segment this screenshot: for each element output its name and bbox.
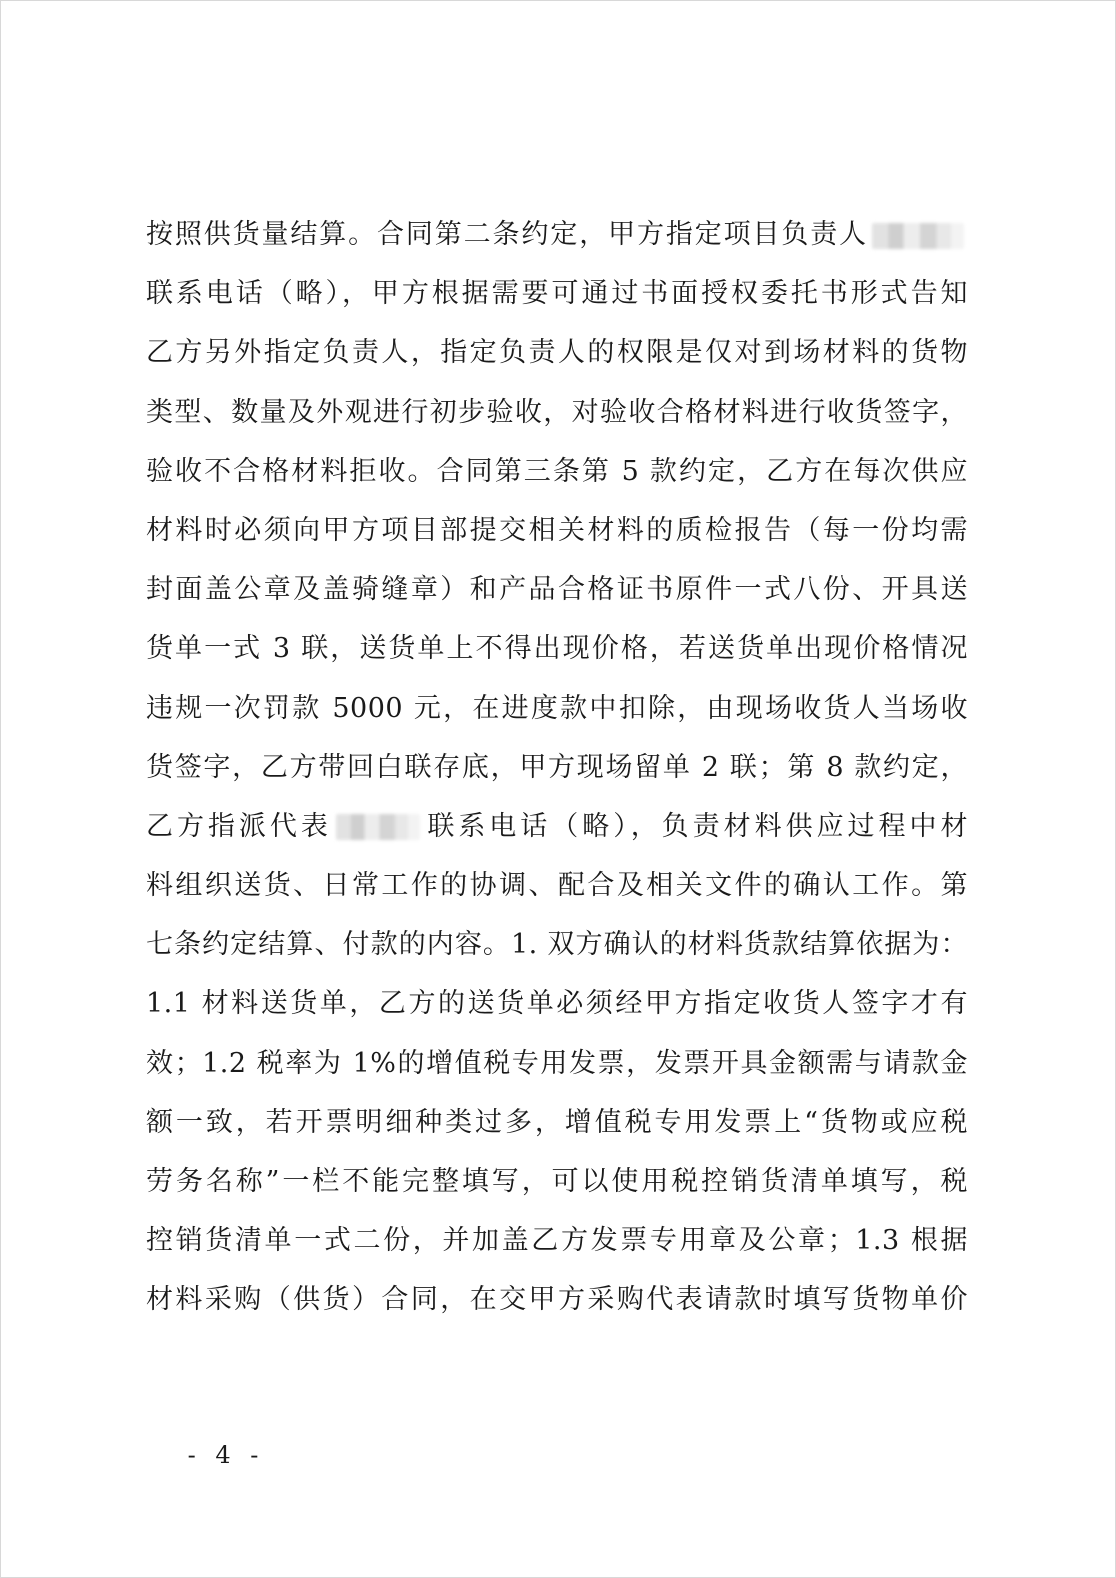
text-segment: 按照供货量结算。合同第二条约定，甲方指定项目负责人	[146, 219, 868, 250]
text-line: 验收不合格材料拒收。合同第三条第 5 款约定，乙方在每次供应	[146, 455, 968, 487]
body-text	[146, 205, 968, 1330]
text-line: 违规一次罚款 5000 元，在进度款中扣除，由现场收货人当场收	[146, 692, 968, 724]
text-line: 联系电话（略），甲方根据需要可通过书面授权委托书形式告知	[146, 278, 968, 310]
page-number: - 4 -	[187, 1441, 265, 1469]
text-line: 控销货清单一式二份，并加盖乙方发票专用章及公章；1.3 根据	[146, 1225, 968, 1257]
text-line: 1.1 材料送货单，乙方的送货单必须经甲方指定收货人签字才有	[146, 988, 968, 1020]
text-line: 材料采购（供货）合同，在交甲方采购代表请款时填写货物单价	[146, 1284, 968, 1316]
text-line: 封面盖公章及盖骑缝章）和产品合格证书原件一式八份、开具送	[146, 574, 968, 606]
text-segment: 联系电话（略），负责材料供应过程中材	[423, 810, 968, 842]
text-line: 类型、数量及外观进行初步验收，对验收合格材料进行收货签字，	[146, 396, 968, 428]
text-line	[146, 797, 968, 856]
text-line: 效；1.2 税率为 1%的增值税专用发票，发票开具金额需与请款金	[146, 1047, 968, 1079]
redacted-name	[872, 223, 964, 249]
text-line: 乙方另外指定负责人，指定负责人的权限是仅对到场材料的货物	[146, 337, 968, 369]
redacted-name	[336, 814, 420, 840]
text-line	[146, 205, 968, 264]
text-line: 料组织送货、日常工作的协调、配合及相关文件的确认工作。第	[146, 870, 968, 902]
text-line: 七条约定结算、付款的内容。1. 双方确认的材料货款结算依据为：	[146, 929, 968, 961]
text-line: 额一致，若开票明细种类过多，增值税专用发票上“货物或应税	[146, 1106, 968, 1138]
text-segment: 乙方指派代表	[146, 810, 332, 842]
text-line: 劳务名称”一栏不能完整填写，可以使用税控销货清单填写，税	[146, 1166, 968, 1197]
text-line: 货签字，乙方带回白联存底，甲方现场留单 2 联；第 8 款约定，	[146, 751, 968, 783]
text-line: 材料时必须向甲方项目部提交相关材料的质检报告（每一份均需	[146, 514, 968, 546]
text-line: 货单一式 3 联，送货单上不得出现价格，若送货单出现价格情况	[146, 633, 968, 665]
